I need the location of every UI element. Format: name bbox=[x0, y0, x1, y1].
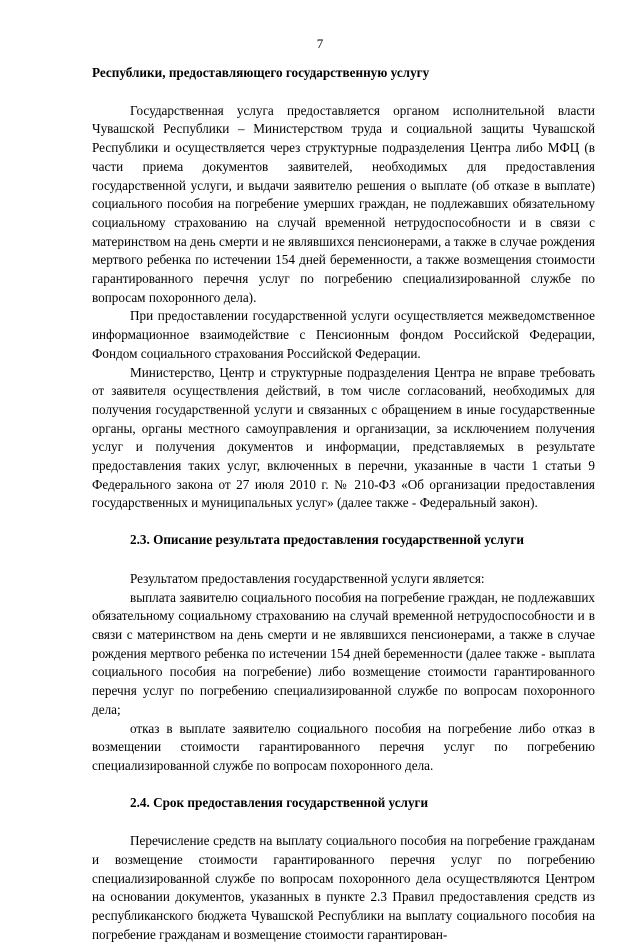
section-2-3 bbox=[92, 570, 595, 776]
section-2-4 bbox=[92, 832, 595, 944]
paragraph: Министерство, Центр и структурные подразделения Центра не вправе требовать от заявителя осуществления действий, в том числе согласований, необходимых для получения государственной услуги и связанных с обращением в иные государственные органы, органы местного самоуправления и организации, за исключением получения услуг и получения документов и информации, представляемых в результате предоставления таких услуг, включенных в перечни, указанные в части 1 статьи 9 Федерального закона от 27 июля 2010 г. № 210-ФЗ «Об организации предоставления государственных и муниципальных услуг» (далее также - Федеральный закон). bbox=[92, 364, 595, 511]
section-2-2 bbox=[92, 102, 595, 513]
section-heading-2-3: 2.3. Описание результата предоставления государственной услуги bbox=[130, 532, 524, 548]
paragraph: Результатом предоставления государственной услуги является: bbox=[130, 570, 485, 586]
paragraph: отказ в выплате заявителю социального пособия на погребение либо отказ в возмещении стоимости гарантированного перечня услуг по погребению специализированной службе по вопросам похоронного дела. bbox=[92, 720, 595, 773]
paragraph: При предоставлении государственной услуги осуществляется межведомственное информационное взаимодействие с Пенсионным фондом Российской Федерации, Фондом социального страхования Российской Федерации. bbox=[92, 308, 595, 361]
page-number: 7 bbox=[316, 36, 324, 51]
paragraph: выплата заявителю социального пособия на погребение граждан, не подлежавших обязательному социальному страхованию на случай временной нетрудоспособности и в связи с материнством на день смерти и не являвшихся пенсионерами, а также в случае рождения мертвого ребенка по истечении 154 дней беременности (далее также - выплата социального пособия на погребение) либо возмещение стоимости гарантированного перечня услуг по погребению специализированной службе по вопросам похоронного дела; bbox=[92, 589, 595, 717]
paragraph: Государственная услуга предоставляется органом исполнительной власти Чувашской Республики – Министерством труда и социальной защиты Чувашской Республики и осуществляется через структурные подразделения Центра либо МФЦ (в части приема документов заявителей, необходимых для предоставления государственной услуги, и выдачи заявителю решения о выплате (об отказе в выплате) социального пособия на погребение умерших граждан, не подлежавших обязательному социальному страхованию на случай временной нетрудоспособности и в связи с материнством на день смерти и не являвшихся пенсионерами, а также в случае рождения мертвого ребенка по истечении 154 дней беременности, а также возмещения стоимости гарантированного перечня услуг по погребению специализированной службе по вопросам похоронного дела). bbox=[92, 102, 595, 305]
header-continuation: Республики, предоставляющего государственную услугу bbox=[92, 65, 430, 80]
paragraph: Перечисление средств на выплату социального пособия на погребение гражданам и возмещение стоимости гарантированного перечня услуг по погребению специализированной службе по вопросам похоронного дела осуществляются Центром на основании документов, указанных в пункте 2.3 Правил предоставления средств из республиканского бюджета Чувашской Республики на выплату социального пособия на погребение гражданам и возмещение стоимости гарантирован- bbox=[92, 833, 595, 942]
section-heading-2-4: 2.4. Срок предоставления государственной услуги bbox=[130, 794, 429, 810]
document-body bbox=[92, 64, 595, 945]
